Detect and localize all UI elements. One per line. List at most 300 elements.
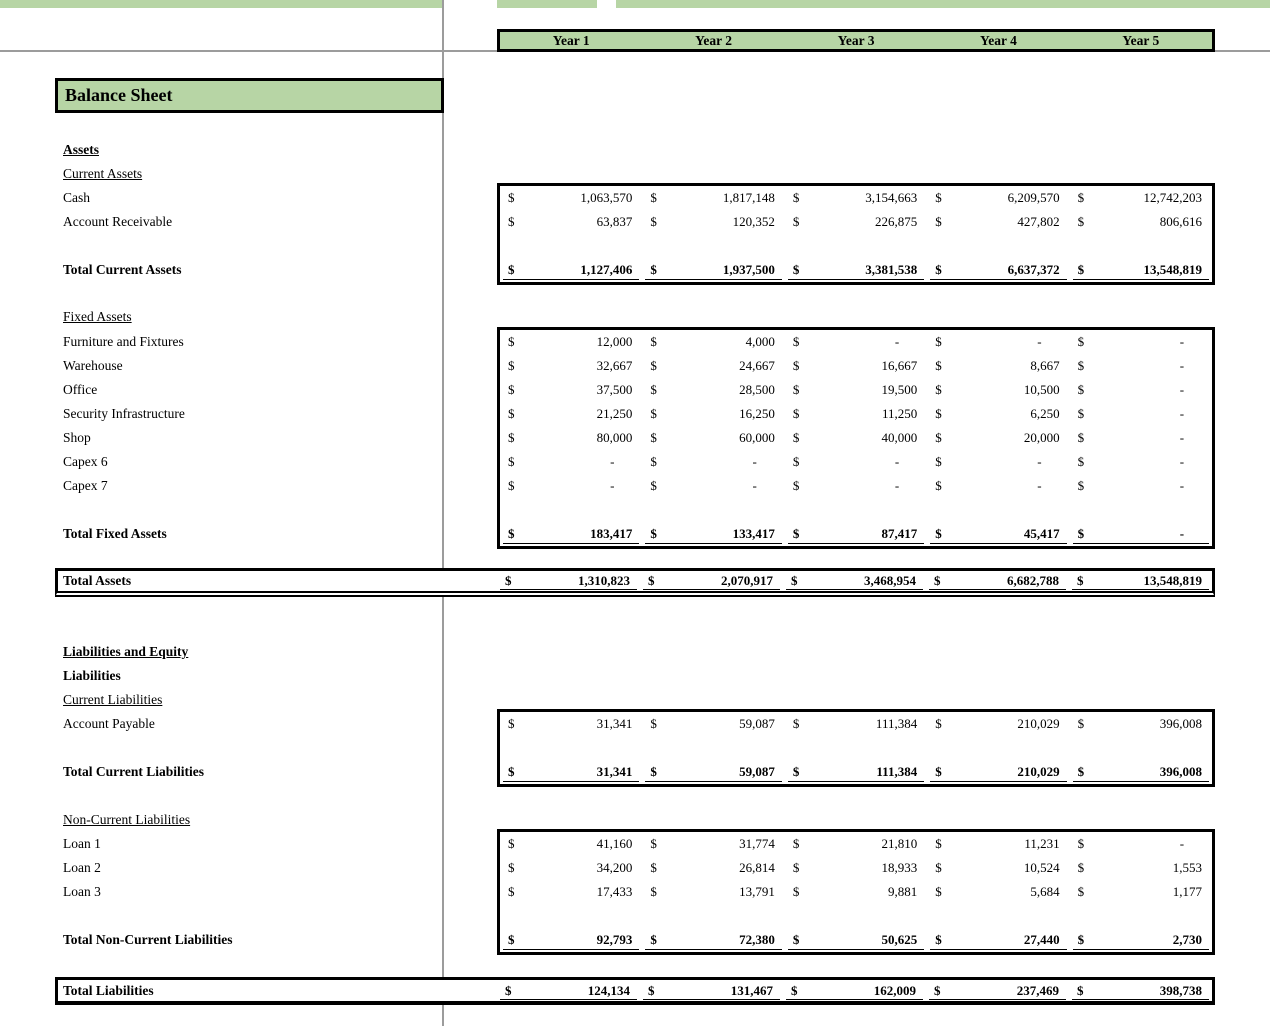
row-label-account-receivable[interactable]: Account Receivable — [63, 214, 173, 229]
cell-blank-year-1[interactable] — [500, 498, 642, 522]
currency-symbol: $ — [650, 860, 657, 875]
cell-total-assets-year-2[interactable] — [640, 571, 783, 591]
row-label-total-liabilities[interactable]: Total Liabilities — [63, 983, 154, 998]
currency-symbol: $ — [508, 406, 515, 421]
cell-account-receivable-year-4[interactable] — [927, 210, 1069, 234]
amount: 17,433 — [596, 884, 633, 899]
cell-warehouse-year-2[interactable] — [642, 354, 784, 378]
row-label-capex-7[interactable]: Capex 7 — [63, 478, 108, 493]
cell-total-non-current-liabilities-year-1[interactable] — [500, 928, 642, 952]
cell-total-assets-year-3[interactable] — [783, 571, 926, 591]
cell-cash-year-2[interactable] — [642, 186, 784, 210]
cell-capex-6-year-1[interactable] — [500, 450, 642, 474]
amount: 12,742,203 — [1143, 190, 1203, 205]
amount: 20,000 — [1023, 430, 1060, 445]
currency-symbol: $ — [1077, 358, 1085, 373]
cell-total-fixed-assets-year-2[interactable] — [642, 522, 784, 546]
row-label-current-liabilities[interactable]: Current Liabilities — [63, 692, 163, 707]
currency-symbol: $ — [648, 573, 655, 588]
amount: 10,500 — [1023, 382, 1060, 397]
cell-furniture-and-fixtures-year-1[interactable] — [500, 330, 642, 354]
row-label-assets[interactable]: Assets — [63, 142, 99, 157]
cell-furniture-and-fixtures-year-3[interactable] — [785, 330, 927, 354]
cell-total-current-assets-year-3[interactable] — [785, 258, 927, 282]
row-label-total-current-assets[interactable]: Total Current Assets — [63, 262, 182, 277]
currency-symbol: $ — [935, 454, 942, 469]
cell-loan-1-year-1[interactable] — [500, 832, 642, 856]
cell-furniture-and-fixtures-year-5[interactable] — [1070, 330, 1212, 354]
currency-symbol: $ — [650, 478, 657, 493]
row-label-furniture-and-fixtures[interactable]: Furniture and Fixtures — [63, 334, 184, 349]
amount: 59,087 — [739, 716, 775, 731]
cell-cash-year-4[interactable] — [927, 186, 1069, 210]
amount: 31,774 — [739, 836, 775, 851]
amount: 13,791 — [739, 884, 775, 899]
cell-blank-year-3[interactable] — [785, 498, 927, 522]
year-header-cell-1[interactable]: Year 1 — [552, 33, 590, 48]
cell-total-current-liabilities-year-5[interactable] — [1070, 760, 1212, 784]
currency-symbol: $ — [508, 526, 515, 541]
cell-blank-year-1[interactable] — [500, 736, 642, 760]
cell-total-current-liabilities-year-4[interactable] — [927, 760, 1069, 784]
currency-symbol: $ — [935, 190, 942, 205]
currency-symbol: $ — [791, 573, 798, 588]
amount: - — [1179, 334, 1185, 349]
currency-symbol: $ — [792, 836, 800, 851]
currency-symbol: $ — [650, 716, 657, 731]
amount: 131,467 — [730, 983, 773, 998]
row-label-liabilities[interactable]: Liabilities — [63, 668, 121, 683]
amount: 6,637,372 — [1007, 262, 1060, 277]
cell-blank-year-5[interactable] — [1070, 736, 1212, 760]
cell-capex-7-year-5[interactable] — [1070, 474, 1212, 498]
row-label-security-infrastructure[interactable]: Security Infrastructure — [63, 406, 185, 421]
cell-shop-year-1[interactable] — [500, 426, 642, 450]
amount: - — [1179, 358, 1185, 373]
cell-account-receivable-year-1[interactable] — [500, 210, 642, 234]
cell-loan-1-year-4[interactable] — [927, 832, 1069, 856]
value-row — [500, 450, 1212, 474]
cell-blank-year-4[interactable] — [927, 234, 1069, 258]
amount: 1,063,570 — [580, 190, 633, 205]
total-row — [500, 928, 1212, 952]
cell-shop-year-3[interactable] — [785, 426, 927, 450]
row-label-warehouse[interactable]: Warehouse — [63, 358, 123, 373]
current-assets-values-box — [497, 183, 1215, 285]
cell-total-fixed-assets-year-5[interactable] — [1070, 522, 1212, 546]
cell-warehouse-year-1[interactable] — [500, 354, 642, 378]
currency-symbol: $ — [792, 214, 800, 229]
cell-blank-year-1[interactable] — [500, 234, 642, 258]
currency-symbol: $ — [508, 932, 515, 947]
cell-loan-1-year-5[interactable] — [1070, 832, 1212, 856]
year-header-cell-4[interactable]: Year 4 — [979, 33, 1017, 48]
currency-symbol: $ — [792, 716, 800, 731]
cell-loan-3-year-1[interactable] — [500, 880, 642, 904]
currency-symbol: $ — [792, 334, 800, 349]
cell-total-non-current-liabilities-year-3[interactable] — [785, 928, 927, 952]
currency-symbol: $ — [650, 836, 657, 851]
currency-symbol: $ — [792, 406, 800, 421]
cell-capex-6-year-5[interactable] — [1070, 450, 1212, 474]
row-label-loan-3[interactable]: Loan 3 — [63, 884, 101, 899]
currency-symbol: $ — [1077, 478, 1085, 493]
currency-symbol: $ — [650, 358, 657, 373]
currency-symbol: $ — [1077, 573, 1084, 588]
row-label-office[interactable]: Office — [63, 382, 98, 397]
cell-loan-2-year-3[interactable] — [785, 856, 927, 880]
cell-shop-year-2[interactable] — [642, 426, 784, 450]
currency-symbol: $ — [935, 884, 942, 899]
cell-total-fixed-assets-year-3[interactable] — [785, 522, 927, 546]
year-header-cell-5[interactable]: Year 5 — [1122, 33, 1160, 48]
amount: 183,417 — [590, 526, 633, 541]
currency-symbol: $ — [508, 214, 515, 229]
cell-cash-year-3[interactable] — [785, 186, 927, 210]
currency-symbol: $ — [1077, 836, 1085, 851]
amount: 60,000 — [739, 430, 775, 445]
cell-capex-7-year-4[interactable] — [927, 474, 1069, 498]
cell-security-infrastructure-year-4[interactable] — [927, 402, 1069, 426]
amount: 120,352 — [732, 214, 775, 229]
amount: 16,250 — [739, 406, 775, 421]
cell-capex-6-year-4[interactable] — [927, 450, 1069, 474]
currency-symbol: $ — [935, 764, 942, 779]
amount: 210,029 — [1017, 716, 1060, 731]
amount: 11,231 — [1024, 836, 1060, 851]
amount: - — [752, 454, 757, 469]
currency-symbol: $ — [792, 932, 800, 947]
cell-warehouse-year-4[interactable] — [927, 354, 1069, 378]
cell-account-payable-year-4[interactable] — [927, 712, 1069, 736]
cell-loan-2-year-1[interactable] — [500, 856, 642, 880]
amount: 5,684 — [1030, 884, 1060, 899]
cell-total-current-liabilities-year-3[interactable] — [785, 760, 927, 784]
currency-symbol: $ — [1077, 454, 1085, 469]
amount: 124,134 — [587, 983, 630, 998]
spacer-row — [500, 904, 1212, 928]
value-row — [500, 354, 1212, 378]
cell-loan-1-year-3[interactable] — [785, 832, 927, 856]
currency-symbol: $ — [792, 430, 800, 445]
cell-blank-year-3[interactable] — [785, 904, 927, 928]
cell-blank-year-3[interactable] — [785, 234, 927, 258]
amount: - — [1037, 454, 1042, 469]
currency-symbol: $ — [505, 983, 512, 998]
cell-account-payable-year-3[interactable] — [785, 712, 927, 736]
cell-account-payable-year-5[interactable] — [1070, 712, 1212, 736]
row-label-account-payable[interactable]: Account Payable — [63, 716, 155, 731]
value-row — [500, 832, 1212, 856]
cell-loan-1-year-2[interactable] — [642, 832, 784, 856]
cell-total-non-current-liabilities-year-2[interactable] — [642, 928, 784, 952]
cell-total-liabilities-year-1[interactable] — [497, 980, 640, 1001]
amount: 11,250 — [881, 406, 918, 421]
cell-total-assets-year-1[interactable] — [497, 571, 640, 591]
amount: 6,209,570 — [1007, 190, 1060, 205]
amount: 1,817,148 — [722, 190, 775, 205]
cell-blank-year-2[interactable] — [642, 234, 784, 258]
currency-symbol: $ — [1077, 406, 1085, 421]
currency-symbol: $ — [792, 358, 800, 373]
amount: 12,000 — [596, 334, 633, 349]
currency-symbol: $ — [935, 334, 942, 349]
currency-symbol: $ — [792, 454, 800, 469]
amount: 2,070,917 — [721, 573, 773, 588]
currency-symbol: $ — [935, 526, 942, 541]
currency-symbol: $ — [505, 573, 512, 588]
currency-symbol: $ — [650, 382, 657, 397]
total-assets-values — [497, 571, 1212, 591]
currency-symbol: $ — [935, 262, 942, 277]
amount: 21,810 — [881, 836, 918, 851]
amount: 18,933 — [881, 860, 918, 875]
amount: 3,381,538 — [865, 262, 918, 277]
currency-symbol: $ — [1077, 334, 1085, 349]
amount: 396,008 — [1159, 716, 1203, 731]
currency-symbol: $ — [650, 190, 657, 205]
amount: 27,440 — [1023, 932, 1060, 947]
cell-cash-year-1[interactable] — [500, 186, 642, 210]
amount: 806,616 — [1159, 214, 1203, 229]
currency-symbol: $ — [1077, 932, 1085, 947]
cell-loan-3-year-2[interactable] — [642, 880, 784, 904]
amount: 237,469 — [1016, 983, 1059, 998]
currency-symbol: $ — [508, 716, 515, 731]
currency-symbol: $ — [1077, 190, 1085, 205]
cell-total-current-liabilities-year-2[interactable] — [642, 760, 784, 784]
cell-account-receivable-year-2[interactable] — [642, 210, 784, 234]
amount: 1,310,823 — [578, 573, 630, 588]
cell-total-liabilities-year-4[interactable] — [926, 980, 1069, 1001]
total-row — [500, 522, 1212, 546]
amount: - — [610, 454, 615, 469]
cell-loan-2-year-5[interactable] — [1070, 856, 1212, 880]
amount: 19,500 — [881, 382, 918, 397]
cell-total-liabilities-year-5[interactable] — [1069, 980, 1212, 1001]
cell-blank-year-4[interactable] — [927, 904, 1069, 928]
currency-symbol: $ — [650, 262, 657, 277]
cell-blank-year-5[interactable] — [1070, 234, 1212, 258]
row-label-fixed-assets[interactable]: Fixed Assets — [63, 309, 132, 324]
value-row — [500, 186, 1212, 210]
amount: 72,380 — [739, 932, 775, 947]
amount: 31,341 — [596, 764, 633, 779]
cell-account-payable-year-1[interactable] — [500, 712, 642, 736]
currency-symbol: $ — [508, 358, 515, 373]
row-label-loan-1[interactable]: Loan 1 — [63, 836, 101, 851]
cell-loan-2-year-2[interactable] — [642, 856, 784, 880]
cell-blank-year-2[interactable] — [642, 904, 784, 928]
currency-symbol: $ — [792, 478, 800, 493]
non-current-liabilities-values-box — [497, 829, 1215, 955]
amount: 210,029 — [1017, 764, 1060, 779]
cell-blank-year-1[interactable] — [500, 904, 642, 928]
cell-total-liabilities-year-3[interactable] — [783, 980, 926, 1001]
amount: 133,417 — [732, 526, 775, 541]
amount: 45,417 — [1023, 526, 1060, 541]
row-label-liabilities-and-equity[interactable]: Liabilities and Equity — [63, 644, 189, 659]
row-label-total-non-current-liabilities[interactable]: Total Non-Current Liabilities — [63, 932, 233, 947]
cell-blank-year-2[interactable] — [642, 498, 784, 522]
row-label-cash[interactable]: Cash — [63, 190, 90, 205]
cell-loan-3-year-4[interactable] — [927, 880, 1069, 904]
amount: - — [610, 478, 615, 493]
amount: 92,793 — [596, 932, 633, 947]
cell-total-assets-year-4[interactable] — [926, 571, 1069, 591]
currency-symbol: $ — [508, 860, 515, 875]
cell-office-year-2[interactable] — [642, 378, 784, 402]
cell-total-current-assets-year-2[interactable] — [642, 258, 784, 282]
row-label-non-current-liabilities[interactable]: Non-Current Liabilities — [63, 812, 191, 827]
cell-blank-year-4[interactable] — [927, 736, 1069, 760]
currency-symbol: $ — [1077, 764, 1085, 779]
cell-capex-7-year-3[interactable] — [785, 474, 927, 498]
row-label-current-assets[interactable]: Current Assets — [63, 166, 143, 181]
amount: - — [752, 478, 757, 493]
cell-office-year-3[interactable] — [785, 378, 927, 402]
amount: 32,667 — [596, 358, 633, 373]
amount: 40,000 — [881, 430, 918, 445]
cell-blank-year-3[interactable] — [785, 736, 927, 760]
currency-symbol: $ — [792, 382, 800, 397]
cell-total-liabilities-year-2[interactable] — [640, 980, 783, 1001]
cell-total-fixed-assets-year-1[interactable] — [500, 522, 642, 546]
cell-total-fixed-assets-year-4[interactable] — [927, 522, 1069, 546]
cell-total-current-assets-year-4[interactable] — [927, 258, 1069, 282]
currency-symbol: $ — [1077, 262, 1085, 277]
currency-symbol: $ — [508, 334, 515, 349]
cell-cash-year-5[interactable] — [1070, 186, 1212, 210]
cell-total-current-liabilities-year-1[interactable] — [500, 760, 642, 784]
amount: - — [1179, 382, 1185, 397]
cell-blank-year-5[interactable] — [1070, 904, 1212, 928]
row-label-total-assets[interactable]: Total Assets — [63, 573, 132, 588]
cell-loan-2-year-4[interactable] — [927, 856, 1069, 880]
cell-account-payable-year-2[interactable] — [642, 712, 784, 736]
top-green-bar-middle — [497, 0, 597, 8]
currency-symbol: $ — [1077, 526, 1085, 541]
cell-security-infrastructure-year-3[interactable] — [785, 402, 927, 426]
cell-loan-3-year-3[interactable] — [785, 880, 927, 904]
cell-security-infrastructure-year-5[interactable] — [1070, 402, 1212, 426]
currency-symbol: $ — [935, 406, 942, 421]
row-label-shop[interactable]: Shop — [63, 430, 91, 445]
spacer-row — [500, 736, 1212, 760]
year-header-cell-3[interactable]: Year 3 — [837, 33, 875, 48]
cell-furniture-and-fixtures-year-4[interactable] — [927, 330, 1069, 354]
currency-symbol: $ — [508, 190, 515, 205]
amount: 162,009 — [873, 983, 916, 998]
cell-office-year-5[interactable] — [1070, 378, 1212, 402]
amount: 9,881 — [887, 884, 918, 899]
amount: 3,468,954 — [864, 573, 916, 588]
row-label-total-current-liabilities[interactable]: Total Current Liabilities — [63, 764, 205, 779]
currency-symbol: $ — [1077, 860, 1085, 875]
currency-symbol: $ — [935, 836, 942, 851]
currency-symbol: $ — [650, 214, 657, 229]
amount: 1,127,406 — [580, 262, 633, 277]
row-label-total-fixed-assets[interactable]: Total Fixed Assets — [63, 526, 167, 541]
cell-account-receivable-year-3[interactable] — [785, 210, 927, 234]
amount: 21,250 — [596, 406, 633, 421]
cell-capex-6-year-3[interactable] — [785, 450, 927, 474]
year-header-cell-2[interactable]: Year 2 — [695, 33, 733, 48]
cell-security-infrastructure-year-1[interactable] — [500, 402, 642, 426]
amount: - — [1179, 430, 1185, 445]
cell-office-year-4[interactable] — [927, 378, 1069, 402]
currency-symbol: $ — [508, 764, 515, 779]
currency-symbol: $ — [792, 262, 800, 277]
currency-symbol: $ — [792, 190, 800, 205]
cell-blank-year-4[interactable] — [927, 498, 1069, 522]
amount: 10,524 — [1023, 860, 1060, 875]
cell-warehouse-year-3[interactable] — [785, 354, 927, 378]
currency-symbol: $ — [1077, 430, 1085, 445]
cell-security-infrastructure-year-2[interactable] — [642, 402, 784, 426]
amount: 1,937,500 — [722, 262, 775, 277]
amount: 1,553 — [1172, 860, 1203, 875]
cell-account-receivable-year-5[interactable] — [1070, 210, 1212, 234]
amount: 63,837 — [596, 214, 633, 229]
current-liabilities-values-box — [497, 709, 1215, 787]
cell-shop-year-4[interactable] — [927, 426, 1069, 450]
row-label-capex-6[interactable]: Capex 6 — [63, 454, 108, 469]
value-row — [500, 426, 1212, 450]
cell-loan-3-year-5[interactable] — [1070, 880, 1212, 904]
total-liabilities-values — [497, 980, 1212, 1001]
value-row — [500, 856, 1212, 880]
cell-total-assets-year-5[interactable] — [1069, 571, 1212, 591]
amount: 226,875 — [874, 214, 918, 229]
cell-capex-7-year-2[interactable] — [642, 474, 784, 498]
vertical-gridline — [442, 0, 444, 1026]
currency-symbol: $ — [650, 430, 657, 445]
currency-symbol: $ — [650, 334, 657, 349]
cell-total-current-assets-year-5[interactable] — [1070, 258, 1212, 282]
row-label-loan-2[interactable]: Loan 2 — [63, 860, 101, 875]
currency-symbol: $ — [508, 478, 515, 493]
cell-total-non-current-liabilities-year-5[interactable] — [1070, 928, 1212, 952]
cell-total-non-current-liabilities-year-4[interactable] — [927, 928, 1069, 952]
amount: 16,667 — [881, 358, 918, 373]
currency-symbol: $ — [650, 526, 657, 541]
total-assets-row — [55, 568, 1215, 597]
cell-office-year-1[interactable] — [500, 378, 642, 402]
cell-blank-year-5[interactable] — [1070, 498, 1212, 522]
amount: 59,087 — [739, 764, 775, 779]
currency-symbol: $ — [935, 430, 942, 445]
currency-symbol: $ — [1077, 983, 1084, 998]
currency-symbol: $ — [792, 884, 800, 899]
cell-capex-6-year-2[interactable] — [642, 450, 784, 474]
cell-capex-7-year-1[interactable] — [500, 474, 642, 498]
value-row — [500, 880, 1212, 904]
currency-symbol: $ — [792, 526, 800, 541]
cell-total-current-assets-year-1[interactable] — [500, 258, 642, 282]
cell-blank-year-2[interactable] — [642, 736, 784, 760]
amount: 3,154,663 — [865, 190, 918, 205]
currency-symbol: $ — [935, 932, 942, 947]
total-row — [497, 980, 1212, 1001]
cell-warehouse-year-5[interactable] — [1070, 354, 1212, 378]
page-title[interactable]: Balance Sheet — [55, 78, 444, 113]
amount: 13,548,819 — [1143, 573, 1202, 588]
cell-furniture-and-fixtures-year-2[interactable] — [642, 330, 784, 354]
top-green-bar-right — [616, 0, 1270, 8]
amount: 2,730 — [1172, 932, 1203, 947]
cell-shop-year-5[interactable] — [1070, 426, 1212, 450]
